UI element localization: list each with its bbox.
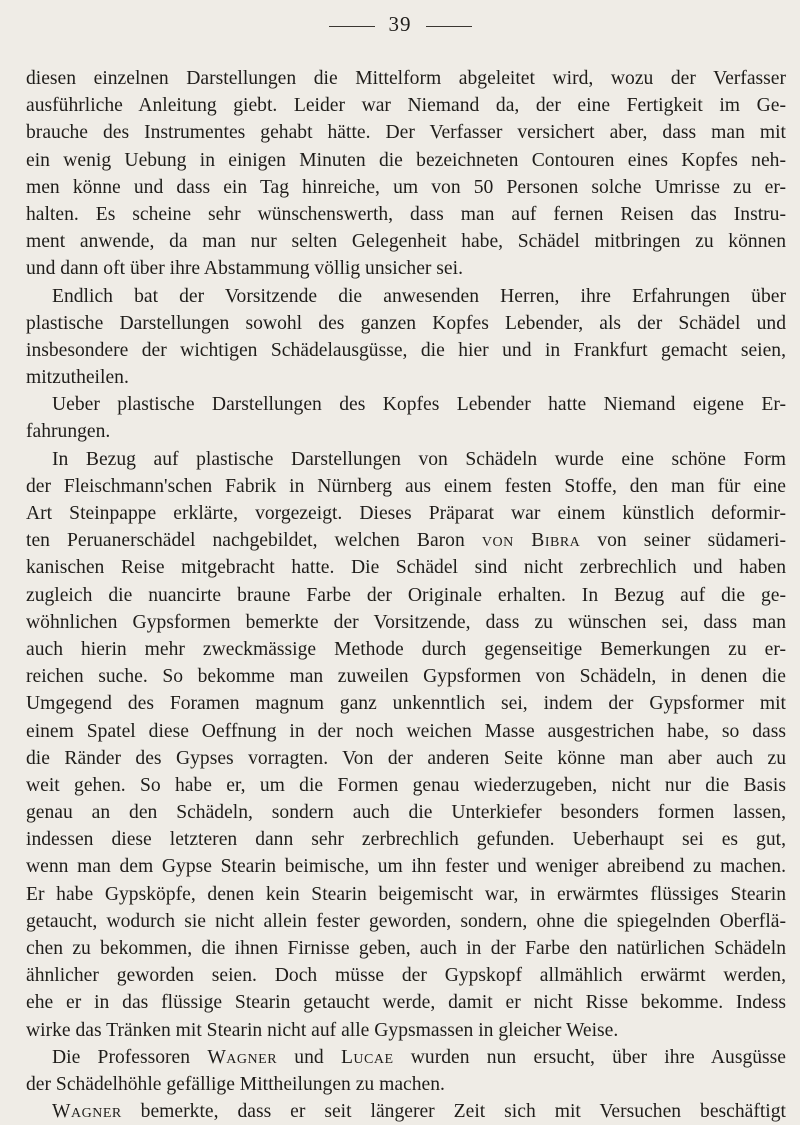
text-line: Art Steinpappe erklärte, vorgezeigt. Dieses Präparat war einem künstlich deformir-	[26, 503, 786, 524]
text-line: brauche des Instrumentes gehabt hätte. Der Verfasser versichert aber, dass man mit	[26, 122, 786, 144]
text-line: der Fleischmann'schen Fabrik in Nürnberg aus einem festen Stoffe, den man für eine	[26, 475, 786, 497]
text-line: Endlich bat der Vorsitzende die anwesenden Herren, ihre Erfahrungen über	[52, 285, 786, 307]
header-rule-right	[426, 26, 472, 27]
text-line: der Schädelhöhle gefällige Mittheilungen zu machen.	[26, 1073, 445, 1095]
text-segment: von seiner südameri-	[580, 530, 786, 552]
text-line: ausführliche Anleitung giebt. Leider war Niemand da, der eine Fertigkeit im Ge-	[26, 95, 786, 117]
text-line: chen zu bekommen, die ihnen Firnisse geben, auch in der Farbe den natürlichen Schädeln	[26, 938, 786, 959]
text-segment: Die Professoren	[52, 1046, 208, 1068]
text-segment: wurden nun ersucht, über ihre Ausgüsse	[393, 1046, 786, 1068]
text-line: zugleich die nuancirte braune Farbe der Originale erhalten. In Bezug auf die ge-	[26, 584, 786, 606]
text-line: die Ränder des Gypses vorragten. Von der anderen Seite könne man aber auch zu	[26, 747, 786, 769]
text-line: getaucht, wodurch sie nicht allein fester geworden, sondern, ohne die spiegelnden Oberflä-	[26, 910, 786, 932]
text-line: diesen einzelnen Darstellungen die Mittelform abgeleitet wird, wozu der Verfasser	[26, 68, 786, 89]
text-line: halten. Es scheine sehr wünschenswerth, dass man auf fernen Reisen das Instru-	[26, 203, 786, 225]
text-line: weit gehen. So habe er, um die Formen genau wiederzugeben, nicht nur die Basis	[26, 774, 786, 796]
text-line: plastische Darstellungen sowohl des ganzen Kopfes Lebender, als der Schädel und	[26, 312, 786, 334]
author-name-smallcaps: Wagner	[52, 1101, 122, 1123]
text-line: ein wenig Uebung in einigen Minuten die bezeichneten Contouren eines Kopfes neh-	[26, 149, 786, 171]
text-line: men könne und dass ein Tag hinreiche, um von 50 Personen solche Umrisse zu er-	[26, 176, 786, 198]
text-line	[26, 1044, 786, 1071]
author-name-smallcaps: von Bibra	[481, 530, 581, 552]
author-name-smallcaps: Wagner	[207, 1046, 278, 1068]
text-segment: und	[277, 1046, 341, 1068]
page-number: 39	[388, 12, 412, 36]
author-name-smallcaps: Lucae	[340, 1046, 394, 1068]
text-line: auch hierin mehr zweckmässige Methode durch gegenseitige Bemerkungen zu er-	[26, 638, 786, 660]
text-line: Umgegend des Foramen magnum ganz unkenntlich sei, indem der Gypsformer mit	[26, 693, 786, 715]
text-line: wöhnlichen Gypsformen bemerkte der Vorsitzende, dass zu wünschen sei, dass man	[26, 611, 786, 633]
header-rule-left	[329, 26, 375, 27]
body-text	[26, 65, 786, 1125]
text-line: ment anwende, da man nur selten Gelegenheit habe, Schädel mitbringen zu können	[26, 231, 786, 253]
text-segment: bemerkte, dass er seit längerer Zeit sich mit Versuchen beschäftigt	[121, 1101, 786, 1123]
text-line: wirke das Tränken mit Stearin nicht auf alle Gypsmassen in gleicher Weise.	[26, 1019, 619, 1041]
text-line: fahrungen.	[26, 421, 111, 443]
text-line	[26, 527, 786, 554]
text-line: mitzutheilen.	[26, 367, 129, 389]
text-line: ähnlicher geworden seien. Doch müsse der Gypskopf allmählich erwärmt werden,	[26, 965, 786, 987]
text-line: Er habe Gypsköpfe, denen kein Stearin beigemischt war, in erwärmtes flüssiges Stearin	[26, 883, 786, 905]
text-segment: ten Peruanerschädel nachgebildet, welchen Baron	[26, 530, 482, 552]
text-line: genau an den Schädeln, sondern auch die Unterkiefer besonders formen lassen,	[26, 802, 786, 824]
text-line: reichen suche. So bekomme man zuweilen Gypsformen von Schädeln, in denen die	[26, 666, 786, 688]
text-line	[26, 1098, 786, 1125]
text-line: und dann oft über ihre Abstammung völlig unsicher sei.	[26, 258, 463, 280]
text-line: kanischen Reise mitgebracht hatte. Die Schädel sind nicht zerbrechlich und haben	[26, 557, 786, 579]
text-line: In Bezug auf plastische Darstellungen von Schädeln wurde eine schöne Form	[52, 448, 786, 470]
text-line: wenn man dem Gypse Stearin beimische, um ihn fester und weniger abreibend zu machen.	[26, 856, 786, 878]
text-line: ehe er in das flüssige Stearin getaucht werde, damit er nicht Risse bekomme. Indess	[26, 992, 786, 1014]
text-line: indessen diese letzteren dann sehr zerbrechlich gefunden. Ueberhaupt sei es gut,	[26, 829, 786, 851]
text-line: Ueber plastische Darstellungen des Kopfes Lebender hatte Niemand eigene Er-	[52, 394, 786, 416]
text-line: insbesondere der wichtigen Schädelausgüsse, die hier und in Frankfurt gemacht seien,	[26, 339, 786, 361]
text-line: einem Spatel diese Oeffnung in der noch weichen Masse ausgestrichen habe, so dass	[26, 720, 786, 742]
page-header	[0, 12, 800, 37]
